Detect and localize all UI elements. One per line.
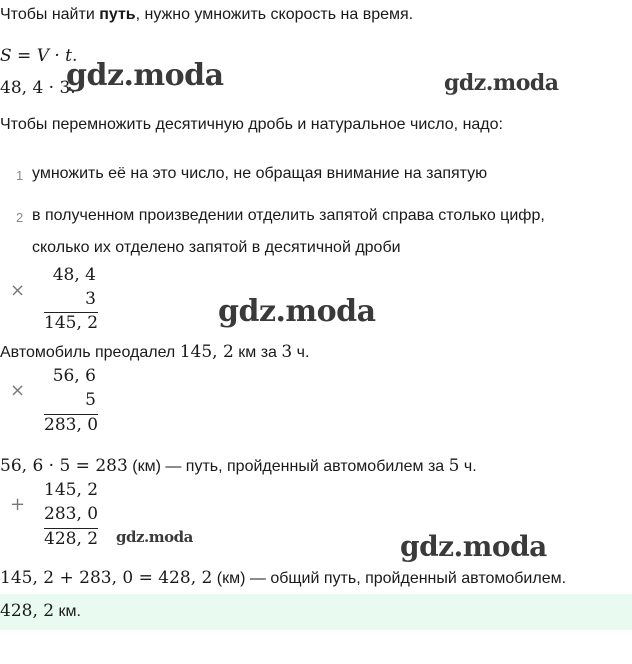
plus-operator: + [10, 494, 26, 515]
calc-operand: 283, 0 [44, 504, 99, 524]
result-line-2 [0, 456, 477, 476]
intro-text [0, 6, 413, 24]
line1-pre: Автомобиль преодалел [0, 344, 180, 361]
line2-time: 5 [448, 456, 460, 476]
line3-post: (км) — общий путь, пройденный автомобилем. [212, 570, 567, 587]
calc-operand: 145, 2 [44, 480, 99, 500]
watermark-logo: gdz.moda [400, 530, 547, 563]
calc-result: 283, 0 [44, 415, 99, 435]
result-line-3 [0, 568, 566, 588]
step-text: умножить её на это число, не обращая внимание на запятую [32, 165, 488, 182]
multiply-operator: × [10, 280, 26, 301]
answer-value: 428, 2 [0, 601, 55, 621]
rule-title: Чтобы перемножить десятичную дробь и натуральное число, надо: [0, 116, 503, 133]
line1-mid: км за [233, 344, 282, 361]
step-number: 2 [16, 210, 24, 225]
line1-post: ч. [292, 344, 310, 361]
answer-box [0, 594, 632, 630]
line1-time: 3 [281, 342, 293, 362]
step-text-continued: сколько их отделено запятой в десятичной дроби [32, 239, 401, 256]
step-text: в полученном произведении отделить запятой справа столько цифр, [32, 207, 545, 224]
answer-text [0, 601, 81, 621]
watermark-logo: gdz.moda [66, 58, 224, 93]
intro-post: , нужно умножить скорость на время. [135, 6, 414, 23]
calc-result: 145, 2 [44, 313, 99, 333]
watermark-logo: gdz.moda [116, 528, 193, 546]
line2-expr: 56, 6 · 5 = 283 [0, 456, 128, 476]
calc-result: 428, 2 [44, 529, 99, 549]
calc-operand: 56, 6 [52, 366, 96, 386]
answer-unit: км. [54, 603, 81, 620]
result-line-1 [0, 342, 309, 362]
calc-operand: 48, 4 [52, 265, 96, 285]
line2-post: (км) — путь, пройденный автомобилем за [127, 458, 449, 475]
watermark-logo: gdz.moda [218, 294, 376, 329]
formula: S = V · t. [0, 46, 78, 66]
intro-pre: Чтобы найти [0, 6, 100, 23]
line1-dist: 145, 2 [179, 342, 234, 362]
watermark-logo: gdz.moda [444, 70, 559, 96]
step-number: 1 [16, 168, 24, 183]
calc-operand: 5 [85, 390, 96, 410]
multiply-operator: × [10, 380, 26, 401]
calc-operand: 3 [85, 289, 96, 309]
line2-end: ч. [459, 458, 477, 475]
expression: 48, 4 · 3. [0, 78, 76, 98]
intro-bold: путь [99, 6, 136, 23]
line3-expr: 145, 2 + 283, 0 = 428, 2 [0, 568, 213, 588]
